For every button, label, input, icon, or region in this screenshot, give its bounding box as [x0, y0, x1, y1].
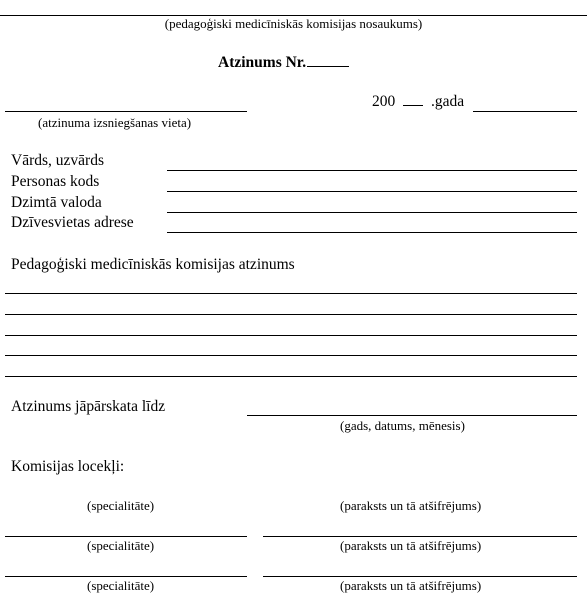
review-label: Atzinums jāpārskata līdz [11, 398, 166, 415]
opinion-heading: Pedagoģiski medicīniskās komisijas atzinums [11, 256, 295, 273]
year-blank[interactable] [403, 93, 423, 106]
opinion-line[interactable] [5, 376, 577, 377]
issue-place-line[interactable] [5, 111, 247, 112]
number-blank[interactable] [307, 54, 349, 67]
member-specialty-caption: (specialitāte) [87, 578, 155, 593]
issue-date [372, 93, 464, 111]
title-text: Atzinums Nr. [218, 54, 307, 71]
member-signature-caption: (paraksts un tā atšifrējums) [340, 538, 482, 553]
member-signature-line[interactable] [263, 576, 577, 577]
year-suffix: .gada [431, 93, 465, 110]
member-specialty-line[interactable] [5, 576, 247, 577]
opinion-line[interactable] [5, 355, 577, 356]
opinion-line[interactable] [5, 293, 577, 294]
field-line-native-language[interactable] [167, 212, 577, 213]
field-line-personal-code[interactable] [167, 191, 577, 192]
commission-name-caption: (pedagoģiski medicīniskās komisijas nosaukums) [164, 16, 423, 31]
member-signature-caption: (paraksts un tā atšifrējums) [340, 578, 482, 593]
member-signature-caption: (paraksts un tā atšifrējums) [340, 498, 482, 513]
member-specialty-line[interactable] [5, 536, 247, 537]
field-label-name: Vārds, uzvārds [11, 152, 104, 169]
member-specialty-caption: (specialitāte) [87, 498, 155, 513]
opinion-line[interactable] [5, 335, 577, 336]
field-label-address: Dzīvesvietas adrese [11, 214, 134, 231]
field-line-address[interactable] [167, 232, 577, 233]
opinion-line[interactable] [5, 314, 577, 315]
year-prefix: 200 [372, 93, 396, 110]
member-specialty-caption: (specialitāte) [87, 538, 155, 553]
date-blank-line[interactable] [473, 111, 577, 112]
review-date-line[interactable] [247, 415, 577, 416]
field-label-native-language: Dzimtā valoda [11, 194, 102, 211]
review-caption: (gads, datums, mēnesis) [340, 418, 465, 433]
document-title [218, 54, 349, 72]
members-heading: Komisijas locekļi: [11, 458, 125, 475]
member-signature-line[interactable] [263, 536, 577, 537]
field-line-name[interactable] [167, 170, 577, 171]
field-label-personal-code: Personas kods [11, 173, 100, 190]
issue-place-caption: (atzinuma izsniegšanas vieta) [38, 115, 192, 130]
